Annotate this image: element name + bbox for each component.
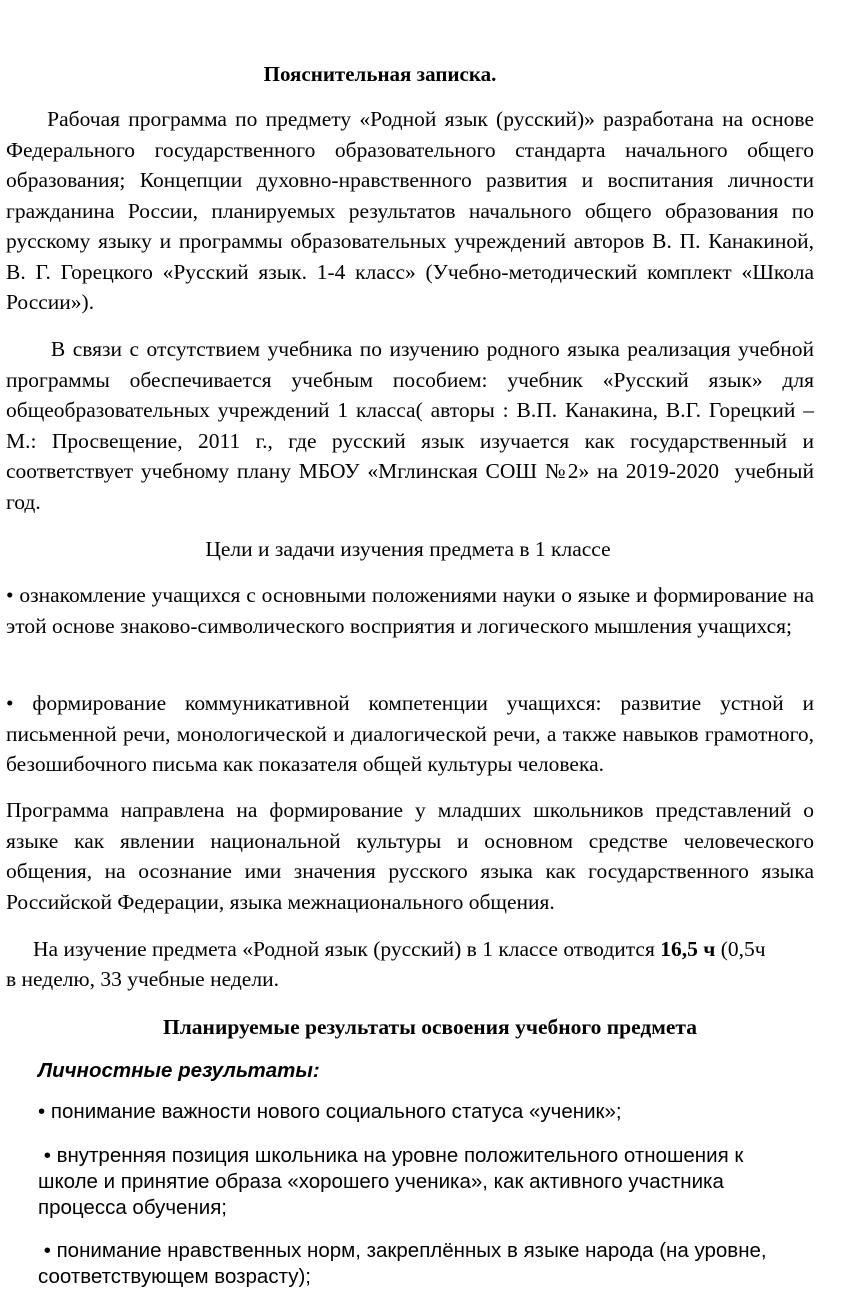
result-item-3: • понимание нравственных норм, закреплённых в языке народа (на уровне, соответствующем возрасту);	[38, 1239, 773, 1288]
hours-line-1	[33, 934, 823, 964]
hours-text-end: (0,5ч	[715, 937, 766, 961]
result-item-2: • внутренняя позиция школьника на уровне положительного отношения к школе и принятие образа «хорошего ученика», как активного участника процесса обучения;	[38, 1144, 750, 1219]
hours-text-start: На изучение предмета «Родной язык (русский) в 1 классе отводится	[33, 937, 661, 961]
goal-item-1: • ознакомление учащихся с основными положениями науки о языке и формирование на этой основе знаково-символического восприятия и логического мышления учащихся;	[6, 583, 814, 638]
goal-item-2: • формирование коммуникативной компетенции учащихся: развитие устной и письменной речи, монологической и диалогической речи, а также навыков грамотного, безошибочного письма как показателя общей культуры человека.	[6, 691, 814, 776]
hours-amount: 16,5 ч	[660, 937, 716, 961]
paragraph-program-basis: Рабочая программа по предмету «Родной язык (русский)» разработана на основе Федерального государственного образовательного стандарта начального общего образования; Концепции духовно-нравственного развития и воспитания личности гражданина России, планируемых результатов начального общего образования по русскому языку и программы образовательных учреждений авторов В. П. Канакиной, В. Г. Горецкого «Русский язык. 1-4 класс» (Учебно-методический комплект «Школа России»).	[6, 107, 820, 314]
hours-line-2: в неделю, 33 учебные недели.	[6, 967, 279, 991]
paragraph-program-aim: Программа направлена на формирование у младших школьников представлений о языке как явлении национальной культуры и основном средстве человеческого общения, на осознание ими значения русского языка как государственного языка Российской Федерации, языка межнационального общения.	[6, 798, 814, 914]
personal-results-heading: Личностные результаты:	[38, 1059, 320, 1082]
goals-heading: Цели и задачи изучения предмета в 1 классе	[205, 537, 611, 561]
paragraph-textbook: В связи с отсутствием учебника по изучению родного языка реализация учебной программы обеспечивается учебным пособием: учебник «Русский язык» для общеобразовательных учреждений 1 класса( авторы : В.П. Канакина, В.Г. Горецкий – М.: Просвещение, 2011 г., где русский язык изучается как государственный и соответствует учебному плану МБОУ «Мглинская СОШ №2» на 2019-2020 учебный год.	[6, 337, 820, 514]
results-heading: Планируемые результаты освоения учебного предмета	[163, 1015, 697, 1039]
document-title: Пояснительная записка.	[263, 62, 497, 86]
result-item-1: • понимание важности нового социального статуса «ученик»;	[38, 1100, 622, 1123]
